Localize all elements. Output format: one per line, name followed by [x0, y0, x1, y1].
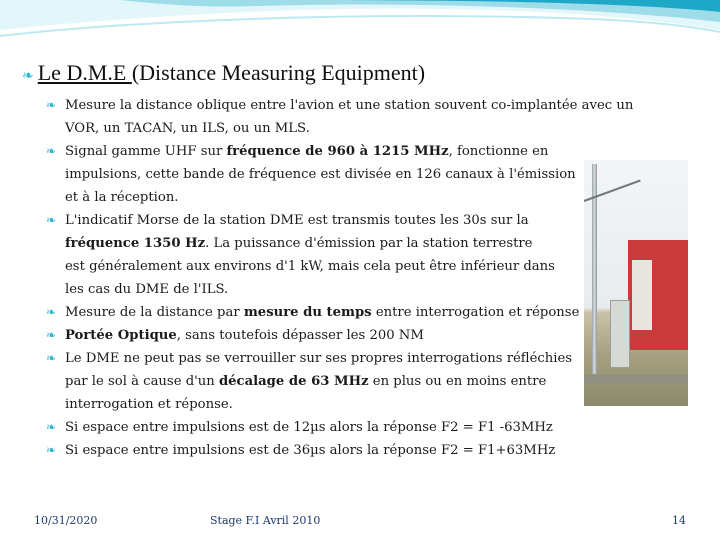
list-item: ❧ Si espace entre impulsions est de 36µs alors la réponse F2 = F1+63MHz	[46, 439, 656, 462]
bullet-icon: ❧	[46, 351, 57, 365]
title-acronym: Le D.M.E	[37, 60, 132, 85]
bullet-icon: ❧	[46, 443, 57, 457]
bullet-icon: ❧	[46, 305, 57, 319]
bullet-icon: ❧	[46, 328, 57, 342]
bullet-icon: ❧	[22, 69, 34, 84]
list-item: ❧ Signal gamme UHF sur fréquence de 960 à 1215 MHz, fonctionne en impulsions, cette bande de fréquence est divisée en 126 canaux à l'émission et à la réception.	[46, 140, 656, 209]
list-item: ❧ Portée Optique, sans toutefois dépasser les 200 NM	[46, 324, 656, 347]
slide-title	[22, 60, 702, 86]
list-item: ❧ L'indicatif Morse de la station DME est transmis toutes les 30s sur la fréquence 1350 Hz. La puissance d'émission par la station terrestre est généralement aux environs d'1 kW, mais cela peut être inférieur dans les cas du DME de l'ILS.	[46, 209, 656, 301]
title-expansion: (Distance Measuring Equipment)	[131, 60, 426, 85]
bullet-list	[46, 94, 656, 462]
bullet-icon: ❧	[46, 420, 57, 434]
bullet-icon: ❧	[46, 144, 57, 158]
list-item: ❧ Mesure la distance oblique entre l'avion et une station souvent co-implantée avec un VOR, un TACAN, un ILS, ou un MLS.	[46, 94, 656, 140]
slide-number: 14	[672, 514, 686, 527]
footer-date: 10/31/2020	[34, 514, 98, 527]
list-item: ❧ Si espace entre impulsions est de 12µs alors la réponse F2 = F1 -63MHz	[46, 416, 656, 439]
list-item: ❧ Mesure de la distance par mesure du temps entre interrogation et réponse	[46, 301, 656, 324]
footer-course-name: Stage F.I Avril 2010	[210, 514, 321, 527]
bullet-icon: ❧	[46, 213, 57, 227]
list-item: ❧ Le DME ne peut pas se verrouiller sur ses propres interrogations réfléchies par le sol à cause d'un décalage de 63 MHz en plus ou en moins entre interrogation et réponse.	[46, 347, 656, 416]
bullet-icon: ❧	[46, 98, 57, 112]
